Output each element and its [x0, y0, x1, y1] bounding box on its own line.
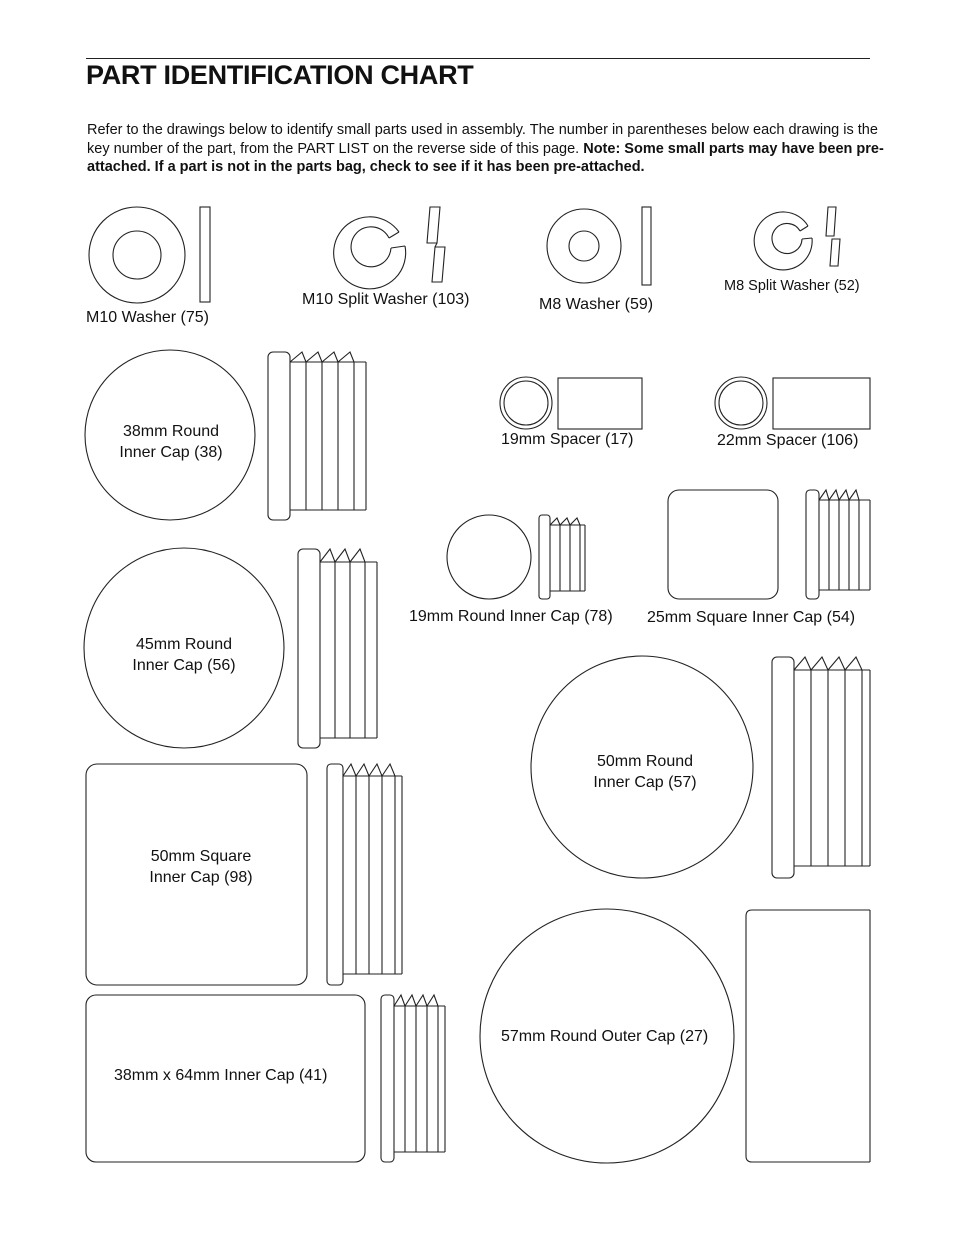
label-m10-washer: M10 Washer (75) [86, 309, 209, 326]
label-m8-washer: M8 Washer (59) [539, 296, 654, 313]
label-cap-25mm-square: 25mm Square Inner Cap (54) [647, 609, 856, 626]
cap-50mm-drawing [531, 656, 870, 878]
label-cap-45mm [132, 635, 235, 676]
intro-note: Note: Some small parts may have been pre-attached. If a part is not in the parts bag, check to see if it has been pre-attached. [87, 140, 884, 175]
cap-25mm-square-drawing [668, 490, 870, 599]
m10-split-washer-drawing [334, 207, 445, 289]
m8-washer-drawing [547, 207, 651, 285]
intro-text: Refer to the drawings below to identify small parts used in assembly. The number in parentheses below each drawing is the key number of the part, from the PART LIST on the reverse side of this page. [87, 122, 878, 157]
label-cap-50mm-line1: 50mm Round [596, 753, 694, 770]
label-cap-45mm-line1: 45mm Round [135, 636, 233, 653]
m8-split-washer-drawing [754, 207, 840, 270]
label-spacer-19mm: 19mm Spacer (17) [501, 431, 634, 448]
label-cap-50mm [593, 752, 696, 793]
label-cap-38mm-line1: 38mm Round [122, 423, 220, 440]
label-cap-50mm-square-line1: 50mm Square [150, 848, 252, 865]
label-m8-split-washer: M8 Split Washer (52) [724, 278, 860, 294]
page-title: PART IDENTIFICATION CHART [86, 60, 474, 90]
label-cap-50mm-line2: Inner Cap (57) [593, 773, 697, 791]
label-cap-45mm-line2: Inner Cap (56) [132, 656, 236, 674]
label-cap-38mm [119, 422, 222, 463]
label-cap-38x64mm: 38mm x 64mm Inner Cap (41) [114, 1067, 328, 1084]
spacer-19mm-drawing [500, 377, 642, 429]
label-cap-50mm-square [149, 847, 252, 888]
label-spacer-22mm: 22mm Spacer (106) [717, 432, 859, 449]
cap-19mm-drawing [447, 515, 585, 599]
label-m10-split-washer: M10 Split Washer (103) [302, 291, 470, 308]
label-cap-50mm-square-line2: Inner Cap (98) [149, 868, 253, 886]
label-cap-38mm-line2: Inner Cap (38) [119, 443, 223, 461]
label-cap-19mm: 19mm Round Inner Cap (78) [409, 608, 613, 625]
m10-washer-drawing [89, 207, 210, 303]
label-cap-57mm-outer: 57mm Round Outer Cap (27) [501, 1028, 709, 1045]
spacer-22mm-drawing [715, 377, 870, 429]
